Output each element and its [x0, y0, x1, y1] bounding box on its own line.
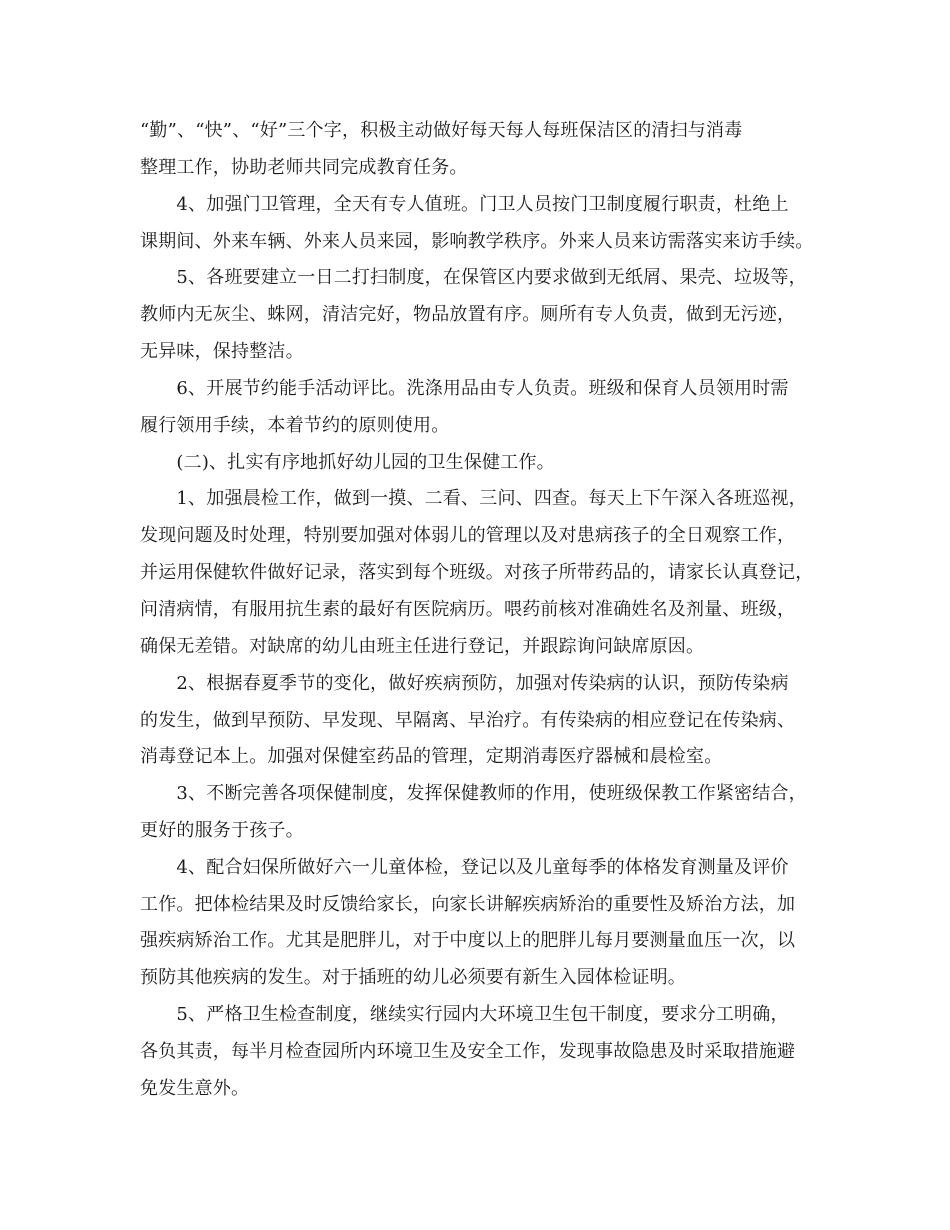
text-line: 发现问题及时处理，特别要加强对体弱儿的管理以及对患病孩子的全日观察工作，: [140, 525, 796, 546]
text-line: 更好的服务于孩子。: [140, 820, 304, 841]
section-heading: (二)、扎实有序地抓好幼儿园的卫生保健工作。: [140, 452, 555, 473]
text-line: 消毒登记本上。加强对保健室药品的管理，定期消毒医疗器械和晨检室。: [140, 746, 723, 767]
text-line: 无异味，保持整洁。: [140, 341, 304, 362]
text-line: 各负其责，每半月检查园所内环境卫生及安全工作，发现事故隐患及时采取措施避: [140, 1041, 796, 1062]
text-line: 工作。把体检结果及时反馈给家长，向家长讲解疾病矫治的重要性及矫治方法，加: [140, 894, 796, 915]
text-line: 并运用保健软件做好记录，落实到每个班级。对孩子所带药品的，请家长认真登记，: [140, 562, 814, 583]
text-line: 确保无差错。对缺席的幼儿由班主任进行登记，并跟踪询问缺席原因。: [140, 636, 705, 657]
text-line: 3、不断完善各项保健制度，发挥保健教师的作用，使班级保教工作紧密结合，: [140, 783, 807, 804]
text-line: 预防其他疾病的发生。对于插班的幼儿必须要有新生入园体检证明。: [140, 967, 686, 988]
text-line: 2、根据春夏季节的变化，做好疾病预防，加强对传染病的认识，预防传染病: [140, 673, 789, 694]
text-line: 课期间、外来车辆、外来人员来园，影响教学秩序。外来人员来访需落实来访手续。: [140, 231, 814, 252]
text-line: 6、开展节约能手活动评比。洗涤用品由专人负责。班级和保育人员领用时需: [140, 378, 789, 399]
text-line: 5、严格卫生检查制度，继续实行园内大环境卫生包干制度，要求分工明确，: [140, 1004, 789, 1025]
text-line: 整理工作，协助老师共同完成教育任务。: [140, 157, 468, 178]
text-line: “勤”、“快”、“好”三个字，积极主动做好每天每人每班保洁区的清扫与消毒: [140, 120, 743, 141]
text-line: 免发生意外。: [140, 1078, 250, 1099]
text-line: 4、配合妇保所做好六一儿童体检，登记以及儿童每季的体格发育测量及评价: [140, 857, 789, 878]
text-line: 4、加强门卫管理，全天有专人值班。门卫人员按门卫制度履行职责，杜绝上: [140, 194, 789, 215]
text-line: 履行领用手续，本着节约的原则使用。: [140, 415, 450, 436]
text-line: 5、各班要建立一日二打扫制度，在保管区内要求做到无纸屑、果壳、垃圾等，: [140, 267, 807, 288]
text-line: 问清病情，有服用抗生素的最好有医院病历。喂药前核对准确姓名及剂量、班级，: [140, 599, 796, 620]
text-line: 强疾病矫治工作。尤其是肥胖儿，对于中度以上的肥胖儿每月要测量血压一次，以: [140, 930, 796, 951]
text-line: 教师内无灰尘、蛛网，清洁完好，物品放置有序。厕所有专人负责，做到无污迹，: [140, 304, 796, 325]
text-line: 的发生，做到早预防、早发现、早隔离、早治疗。有传染病的相应登记在传染病、: [140, 710, 796, 731]
text-line: 1、加强晨检工作，做到一摸、二看、三问、四查。每天上下午深入各班巡视，: [140, 488, 807, 509]
